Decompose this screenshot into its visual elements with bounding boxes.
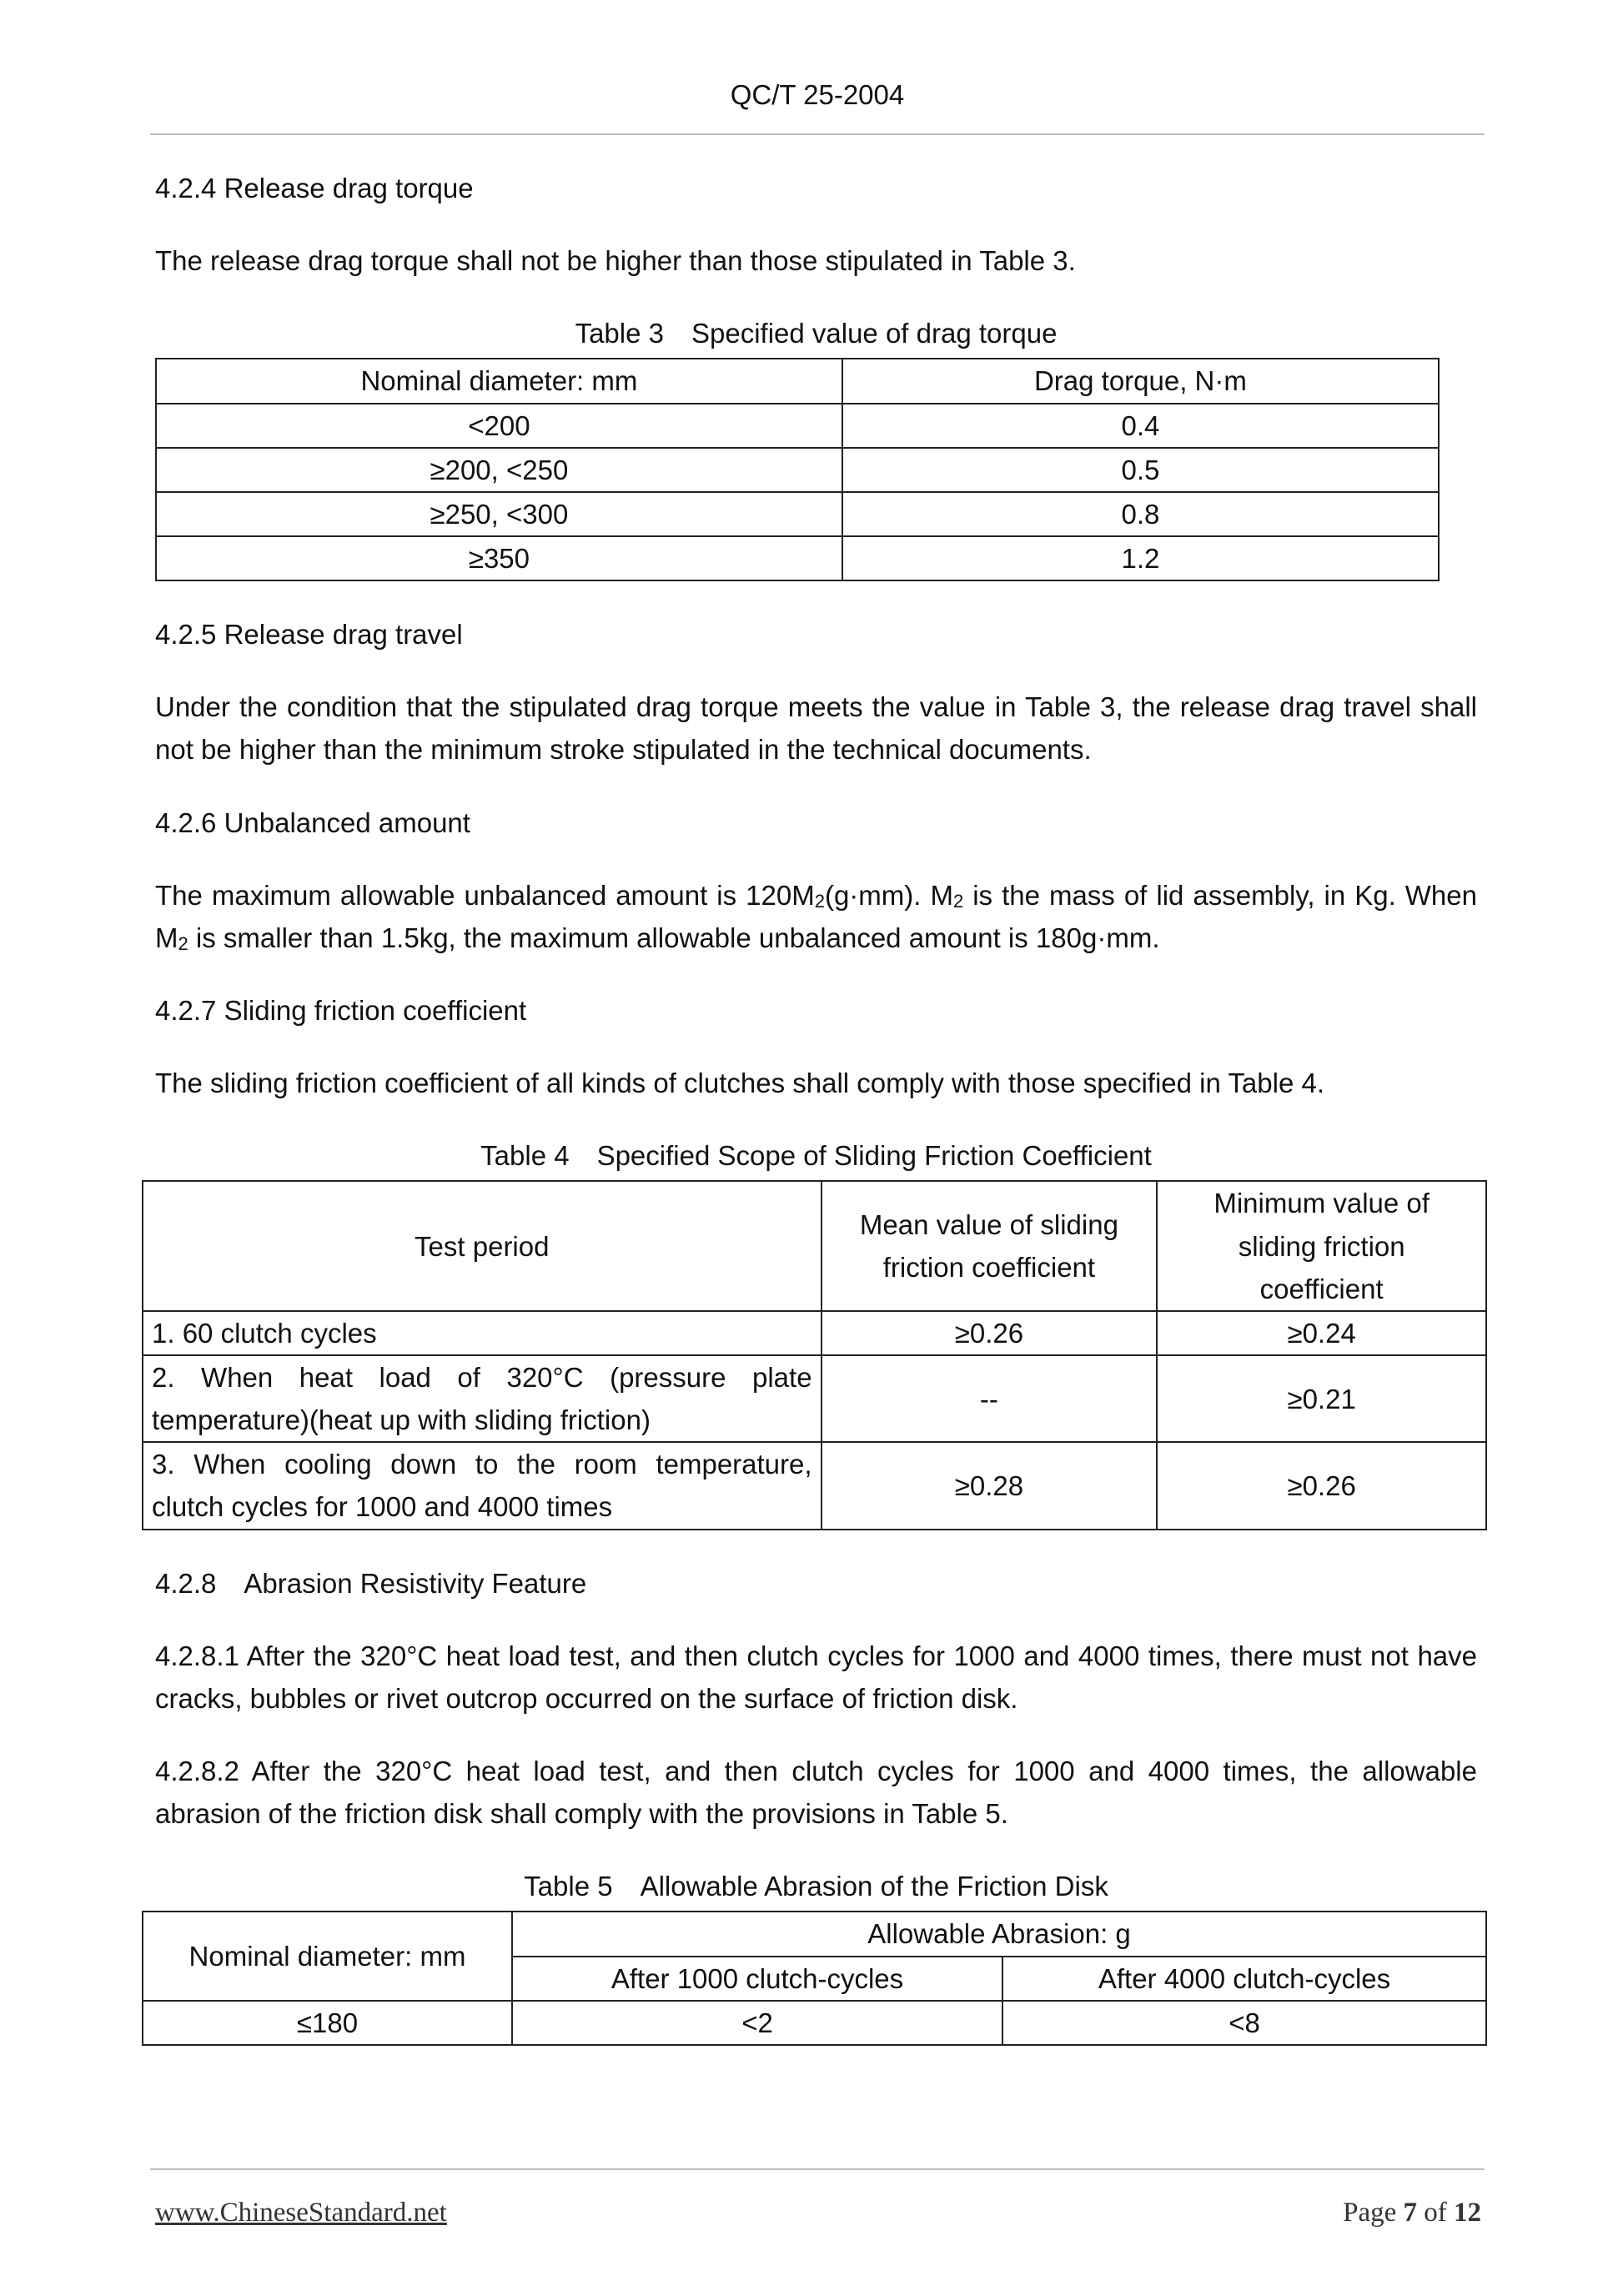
table-row [143,1355,1486,1442]
text-run: is smaller than 1.5kg, the maximum allowable unbalanced amount is 180g·mm. [188,922,1160,953]
table-header-cell: Test period [143,1181,822,1310]
footer-site-link[interactable]: www.ChineseStandard.net [155,2198,447,2228]
section-text-4-2-6 [155,874,1477,959]
table-row [156,536,1439,580]
table-header-cell: Minimum value of sliding friction coefficient [1157,1181,1486,1310]
page-header: QC/T 25-2004 [730,79,905,110]
table-row [156,404,1439,448]
page-label: Page [1343,2198,1404,2228]
table-row [143,1311,1486,1355]
table-row [156,448,1439,492]
table-header-cell: Allowable Abrasion: g [512,1912,1486,1956]
section-heading-4-2-5: 4.2.5 Release drag travel [155,619,463,651]
table-3-caption: Table 3 Specified value of drag torque [575,318,1058,349]
section-text-4-2-8-1: 4.2.8.1 After the 320°C heat load test, and then clutch cycles for 1000 and 4000 times, there must not have cracks, bubbles or rivet outcrop occurred on the surface of friction disk. [155,1640,1477,1714]
table-cell: ≥0.21 [1157,1355,1486,1442]
table-cell: <8 [1002,2001,1486,2045]
table-cell: ≥250, <300 [156,492,842,536]
table-cell: ≥0.26 [1157,1442,1486,1529]
current-page: 7 [1403,2198,1417,2228]
section-heading-4-2-4: 4.2.4 Release drag torque [155,173,474,203]
table-header-row [156,359,1439,403]
table-cell: <2 [512,2001,1002,2045]
section-heading-4-2-8: 4.2.8 Abrasion Resistivity Feature [155,1567,587,1599]
subscript: 2 [178,932,188,954]
text-run: is the mass of lid assembly, in Kg. When M [155,879,1477,953]
text-run: (g·mm). M [824,879,953,911]
table-4 [142,1180,1487,1530]
table-4-caption: Table 4 Specified Scope of Sliding Friction Coefficient [480,1140,1152,1172]
table-cell: ≥350 [156,536,842,580]
table-row [156,492,1439,536]
table-5-caption: Table 5 Allowable Abrasion of the Friction Disk [524,1871,1108,1902]
table-header-cell: Nominal diameter: mm [143,1912,512,2000]
table-cell: 1. 60 clutch cycles [143,1311,822,1355]
table-cell: 3. When cooling down to the room temperature, clutch cycles for 1000 and 4000 times [143,1442,822,1529]
of-label: of [1417,2198,1454,2228]
section-text-4-2-5: Under the condition that the stipulated drag torque meets the value in Table 3, the release drag travel shall not be higher than the minimum stroke stipulated in the technical documents. [155,691,1477,766]
table-cell: ≥0.24 [1157,1311,1486,1355]
table-cell: 1.2 [842,536,1439,580]
table-cell: <200 [156,404,842,448]
table-header-row [143,1912,1486,1956]
table-row [143,2001,1486,2045]
subscript: 2 [952,890,964,912]
table-cell: ≥0.26 [822,1311,1158,1355]
table-header-cell: After 4000 clutch-cycles [1002,1957,1486,2001]
section-heading-4-2-6: 4.2.6 Unbalanced amount [155,806,470,838]
table-cell: 0.4 [842,404,1439,448]
table-5 [142,1911,1487,2045]
table-3 [155,358,1440,581]
section-heading-4-2-7: 4.2.7 Sliding friction coefficient [155,994,527,1026]
text-run: The maximum allowable unbalanced amount is 120M [155,879,815,911]
page-number [1343,2192,1481,2234]
table-cell: 2. When heat load of 320°C (pressure plate temperature)(heat up with sliding friction) [143,1355,822,1442]
footer-divider [150,2168,1485,2170]
table-header-cell: Mean value of sliding friction coefficient [822,1181,1158,1310]
table-header-row [143,1181,1486,1310]
table-cell: 0.5 [842,448,1439,492]
section-text-4-2-7: The sliding friction coefficient of all kinds of clutches shall comply with those specified in Table 4. [155,1068,1325,1099]
header-divider [150,133,1485,135]
table-cell: -- [822,1355,1158,1442]
table-header-cell: Drag torque, N·m [842,359,1439,403]
document-body [152,167,1477,2077]
table-cell: ≥200, <250 [156,448,842,492]
table-header-cell: Nominal diameter: mm [156,359,842,403]
table-cell: ≤180 [143,2001,512,2045]
table-row [143,1442,1486,1529]
table-cell: ≥0.28 [822,1442,1158,1529]
section-text-4-2-8-2: 4.2.8.2 After the 320°C heat load test, and then clutch cycles for 1000 and 4000 times, the allowable abrasion of the friction disk shall comply with the provisions in Table 5. [155,1755,1477,1830]
table-header-cell: After 1000 clutch-cycles [512,1957,1002,2001]
subscript: 2 [814,890,825,912]
total-pages: 12 [1454,2198,1481,2228]
table-cell: 0.8 [842,492,1439,536]
section-text-4-2-4: The release drag torque shall not be higher than those stipulated in Table 3. [155,245,1076,277]
